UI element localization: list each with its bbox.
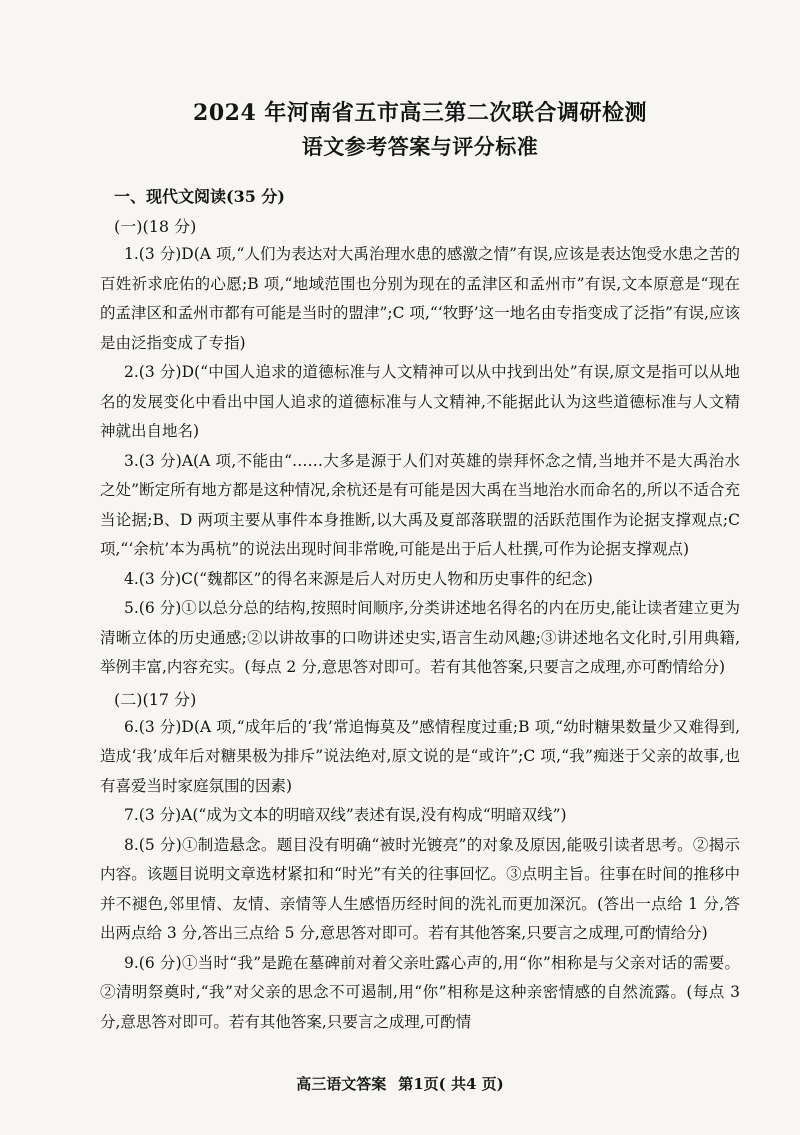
answer-item-5: 5.(6 分)①以总分总的结构,按照时间顺序,分类讲述地名得名的内在历史,能让读者建立更为清晰立体的历史通感;②以讲故事的口吻讲述史实,语言生动风趣;③讲述地名文化时,引用典籍,举例丰富,内容充实。(每点 2 分,意思答对即可。若有其他答案,只要言之成理,亦可酌情给分) [100, 599, 740, 676]
answer-item-6: 6.(3 分)D(A 项,“成年后的‘我’常追悔莫及”感情程度过重;B 项,“幼时糖果数量少又难得到,造成‘我’成年后对糖果极为排斥”说法绝对,原文说的是“或许”;C 项,“我”痴迷于父亲的故事,也有喜爱当时家庭氛围的因素) [100, 717, 740, 795]
answer-item-1: 1.(3 分)D(A 项,“人们为表达对大禹治理水患的感激之情”有误,应该是表达饱受水患之苦的百姓祈求庇佑的心愿;B 项,“地域范围也分别为现在的孟津区和孟州市”有误,文本原意是“现在的孟津区和孟州市都有可能是当时的盟津”;C 项,“‘牧野’这一地名由专指变成了泛指”有误,应该是由泛指变成了专指) [100, 245, 740, 352]
answer-item-3: 3.(3 分)A(A 项,不能由“……大多是源于人们对英雄的崇拜怀念之情,当地并不是大禹治水之处”断定所有地方都是这种情况,余杭还是有可能是因大禹在当地治水而命名的,所以不适合充当论据;B、D 两项主要从事件本身推断,以大禹及夏部落联盟的活跃范围作为论据支撑观点;C 项,“‘余杭’本为禹杭”的说法出现时间非常晚,可能是出于后人杜撰,可作为论据支撑观点) [100, 451, 740, 558]
answer-item-4: 4.(3 分)C(“魏都区”的得名来源是后人对历史人物和历史事件的纪念) [124, 569, 593, 588]
part-heading-2: (二)(17 分) [114, 689, 197, 709]
answer-item-9: 9.(6 分)①当时“我”是跪在墓碑前对着父亲吐露心声的,用“你”相称是与父亲对话的需要。②清明祭奠时,“我”对父亲的思念不可遏制,用“你”相称是这种亲密情感的自然流露。(每点 3 分,意思答对即可。若有其他答案,只要言之成理,可酌情 [100, 953, 740, 1031]
footer-page-total: 共4 页) [451, 1075, 504, 1093]
part-heading-1: (一)(18 分) [114, 217, 197, 236]
section-heading-modern-reading: 一、现代文阅读(35 分) [114, 187, 285, 206]
document-title: 2024 年河南省五市高三第二次联合调研检测 [193, 100, 647, 126]
page-footer [0, 1073, 800, 1095]
footer-page-number: 第1页( [398, 1075, 446, 1093]
answer-item-7: 7.(3 分)A(“成为文本的明暗双线”表述有误,没有构成“明暗双线”) [124, 806, 567, 824]
answer-item-2: 2.(3 分)D(“中国人追求的道德标准与人文精神可以从中找到出处”有误,原文是指可以从地名的发展变化中看出中国人追求的道德标准与人文精神,不能据此认为这些道德标准与人文精神就出自地名) [100, 363, 740, 440]
answer-item-8: 8.(5 分)①制造悬念。题目没有明确“被时光镀亮”的对象及原因,能吸引读者思考。②揭示内容。该题目说明文章选材紧扣和“时光”有关的往事回忆。③点明主旨。往事在时间的推移中并不褪色,邻里情、友情、亲情等人生感悟历经时间的洗礼而更加深沉。(答出一点给 1 分,答出两点给 3 分,答出三点给 5 分,意思答对即可。若有其他答案,只要言之成理,可酌情给分) [100, 835, 740, 942]
document-subtitle: 语文参考答案与评分标准 [301, 134, 539, 159]
footer-label: 高三语文答案 [296, 1075, 387, 1093]
